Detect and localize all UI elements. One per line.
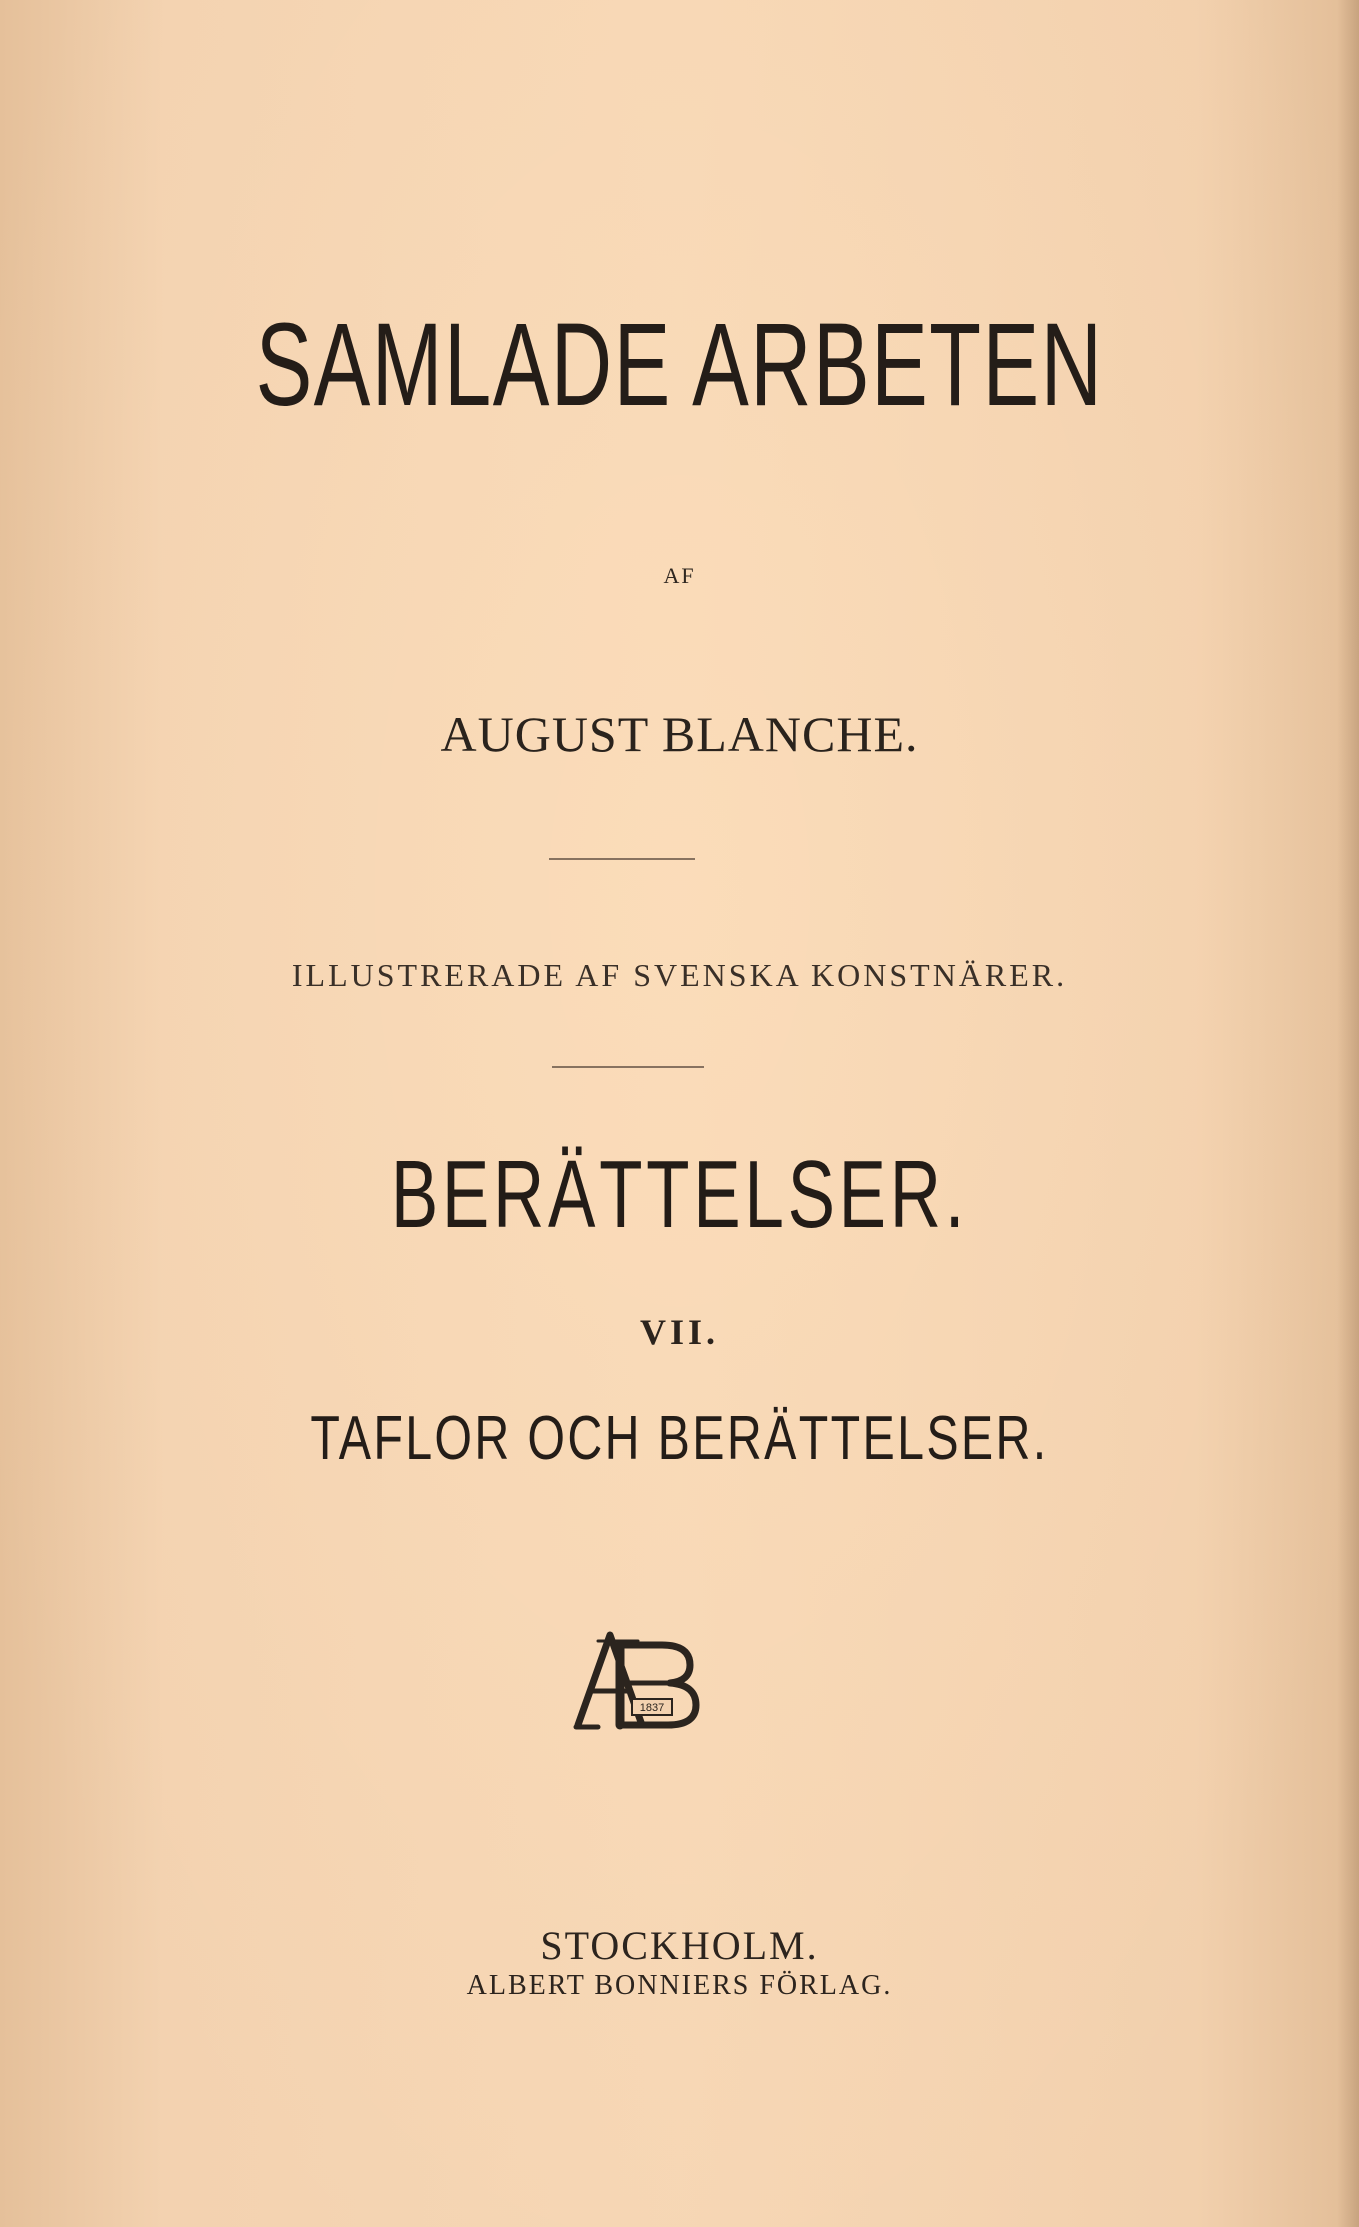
volume-number: VII. — [639, 1312, 720, 1352]
section-title: BERÄTTELSER. — [390, 1141, 969, 1248]
volume-title: TAFLOR OCH BERÄTTELSER. — [310, 1404, 1049, 1473]
author-name: AUGUST BLANCHE. — [440, 706, 919, 762]
illustration-credit: ILLUSTRERADE AF SVENSKA KONSTNÄRER. — [291, 957, 1068, 993]
series-title: SAMLADE ARBETEN — [255, 299, 1104, 431]
monogram-year: 1837 — [639, 1702, 665, 1714]
publisher-name: ALBERT BONNIERS FÖRLAG. — [466, 1970, 893, 2001]
publication-city: STOCKHOLM. — [540, 1923, 819, 1968]
divider-rule — [549, 858, 695, 860]
page-edge-shadow — [1337, 0, 1359, 2227]
ab-publisher-monogram-icon — [558, 1625, 712, 1735]
by-word: AF — [663, 563, 696, 588]
divider-rule — [552, 1066, 704, 1068]
